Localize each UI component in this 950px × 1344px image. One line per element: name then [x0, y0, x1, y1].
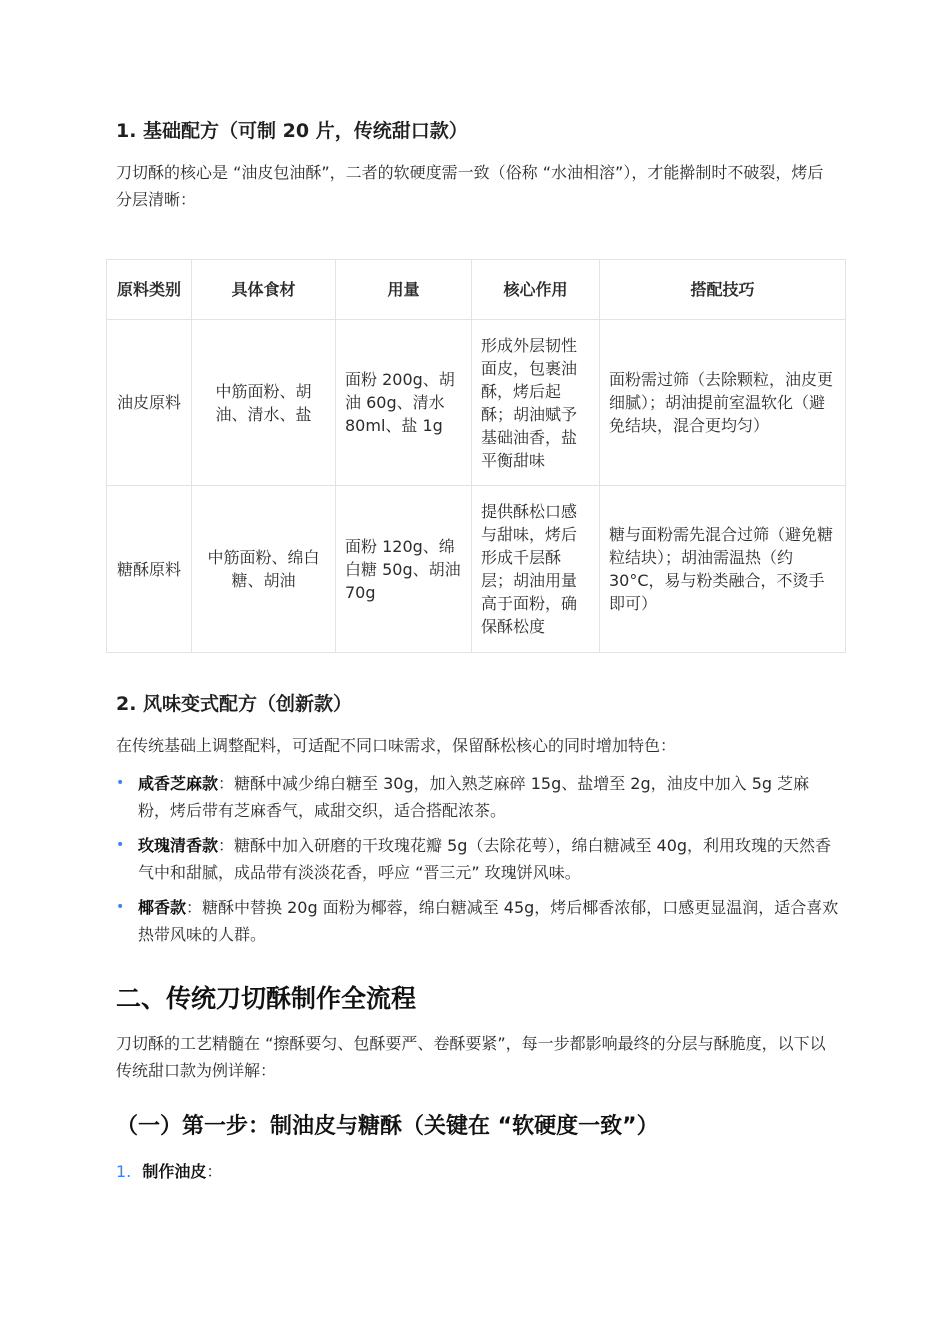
table-cell: 面粉需过筛（去除颗粒，油皮更细腻）；胡油提前室温软化（避免结块，混合更均匀）	[600, 320, 846, 486]
flavor-variant-list	[114, 770, 839, 956]
variant-name: 椰香款	[138, 898, 187, 917]
table-header: 核心作用	[472, 260, 600, 320]
table-header: 用量	[336, 260, 472, 320]
section-heading-basic-recipe: 1. 基础配方（可制 20 片，传统甜口款）	[116, 120, 468, 142]
list-number: 1.	[116, 1162, 132, 1181]
chapter-intro-process: 刀切酥的工艺精髓在 “擦酥要匀、包酥要严、卷酥要紧”，每一步都影响最终的分层与酥脆度，以下以传统甜口款为例详解：	[116, 1034, 826, 1080]
table-cell: 提供酥松口感与甜味，烤后形成千层酥层；胡油用量高于面粉，确保酥松度	[472, 486, 600, 653]
variant-name: 玫瑰清香款	[138, 836, 219, 855]
list-item	[114, 832, 839, 886]
table-cell: 面粉 120g、绵白糖 50g、胡油 70g	[336, 486, 472, 653]
table-cell: 中筋面粉、胡油、清水、盐	[192, 320, 336, 486]
table-header: 搭配技巧	[600, 260, 846, 320]
section-heading-flavor-variants: 2. 风味变式配方（创新款）	[116, 693, 353, 715]
list-item-label: 制作油皮	[142, 1162, 207, 1181]
table-row	[107, 320, 846, 486]
table-cell: 中筋面粉、绵白糖、胡油	[192, 486, 336, 653]
table-header: 原料类别	[107, 260, 192, 320]
variant-description: ：糖酥中加入研磨的干玫瑰花瓣 5g（去除花萼），绵白糖减至 40g，利用玫瑰的天然香气中和甜腻，成品带有淡淡花香，呼应 “晋三元” 玫瑰饼风味。	[138, 836, 832, 882]
bullet-icon: •	[116, 837, 125, 853]
bullet-icon: •	[116, 775, 125, 791]
section-intro-flavor-variants: 在传统基础上调整配料，可适配不同口味需求，保留酥松核心的同时增加特色：	[116, 736, 677, 755]
bullet-icon: •	[116, 899, 125, 915]
chapter-heading-process: 二、传统刀切酥制作全流程	[116, 984, 417, 1013]
table-cell: 糖酥原料	[107, 486, 192, 653]
table-cell: 糖与面粉需先混合过筛（避免糖粒结块）；胡油需温热（约 30°C，易与粉类融合，不烫手即可）	[600, 486, 846, 653]
table-cell: 形成外层韧性面皮，包裹油酥，烤后起酥；胡油赋予基础油香，盐平衡甜味	[472, 320, 600, 486]
variant-description: ：糖酥中替换 20g 面粉为椰蓉，绵白糖减至 45g，烤后椰香浓郁，口感更显温润，适合喜欢热带风味的人群。	[138, 898, 839, 944]
table-cell: 面粉 200g、胡油 60g、清水 80ml、盐 1g	[336, 320, 472, 486]
list-item-colon: ：	[206, 1162, 223, 1181]
ordered-list-item	[116, 1158, 222, 1185]
variant-description: ：糖酥中减少绵白糖至 30g，加入熟芝麻碎 15g、盐增至 2g，油皮中加入 5g 芝麻粉，烤后带有芝麻香气，咸甜交织，适合搭配浓茶。	[138, 774, 810, 820]
table-cell: 油皮原料	[107, 320, 192, 486]
section-intro-basic-recipe: 刀切酥的核心是 “油皮包油酥”，二者的软硬度需一致（俗称 “水油相溶”），才能擀制时不破裂，烤后分层清晰：	[116, 163, 824, 209]
list-item	[114, 770, 839, 824]
list-item	[114, 894, 839, 948]
step-heading-dough: （一）第一步：制油皮与糖酥（关键在 “软硬度一致”）	[116, 1114, 659, 1139]
table-header-row	[107, 260, 846, 320]
table-row	[107, 486, 846, 653]
variant-name: 咸香芝麻款	[138, 774, 219, 793]
table-header: 具体食材	[192, 260, 336, 320]
recipe-table	[106, 259, 846, 653]
